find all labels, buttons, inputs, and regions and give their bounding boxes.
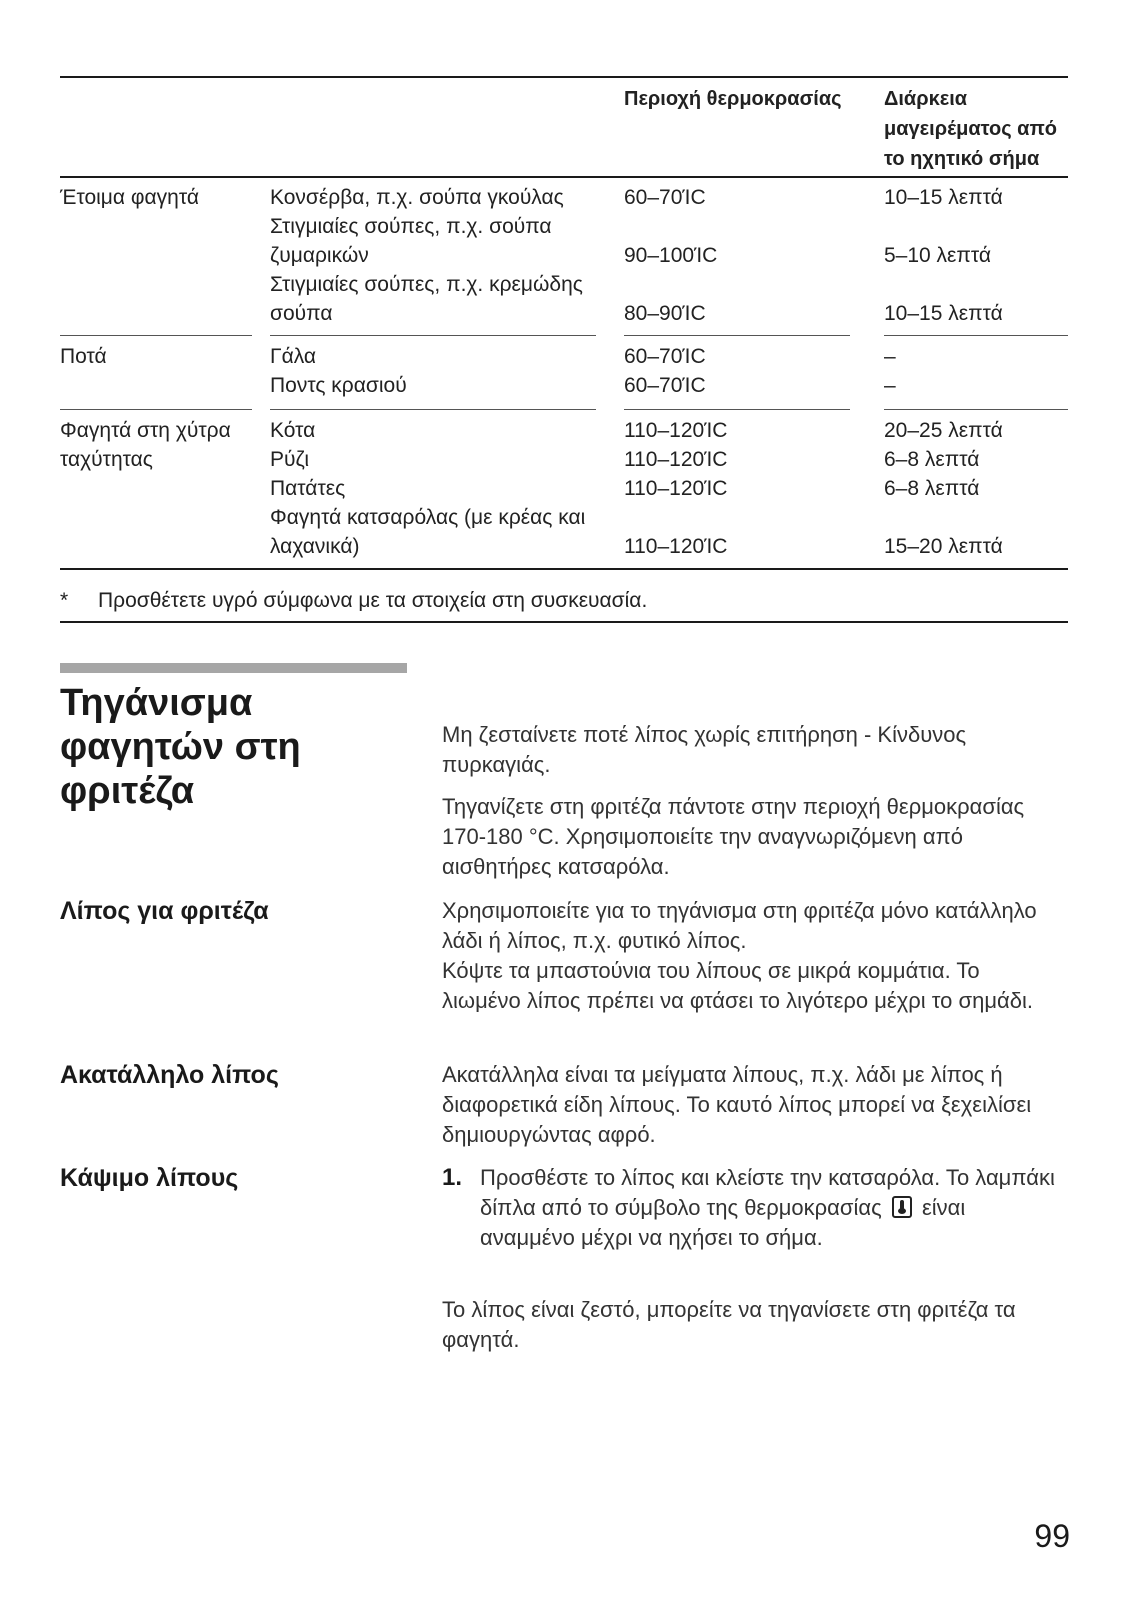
fat-text: Χρησιμοποιείτε για το τηγάνισμα στη φριτέζα μόνο κατάλληλο λάδι ή λίπος, π.χ. φυτικό λίπος. Κόψτε τα μπαστούνια του λίπους σε μικρά κομμάτια. Το λιωμένο λίπος πρέπει να φτάσει το λιγότερο μέχρι το σημάδι.: [442, 898, 1037, 1013]
step-number: 1.: [442, 1164, 463, 1191]
group-divider: [60, 335, 252, 336]
warning-text: Μη ζεσταίνετε ποτέ λίπος χωρίς επιτήρηση - Κίνδυνος πυρκαγιάς.: [442, 722, 967, 777]
time-cell: 6–8 λεπτά: [884, 477, 980, 500]
time-cell: 15–20 λεπτά: [884, 535, 1003, 558]
group-divider: [624, 335, 850, 336]
group-divider: [884, 409, 1068, 410]
group-divider: [624, 409, 850, 410]
table-row-cont: ζυμαρικών: [270, 244, 369, 267]
time-cell: 20–25 λεπτά: [884, 419, 1003, 442]
time-cell: 10–15 λεπτά: [884, 186, 1003, 209]
time-cell: –: [884, 374, 896, 397]
temp-cell: 110–120ΊC: [624, 419, 728, 442]
footnote-mark: *: [60, 589, 69, 612]
table-top-rule: [60, 76, 1068, 78]
category-pressure-cooker-cont: ταχύτητας: [60, 448, 153, 471]
group-divider: [270, 335, 596, 336]
time-cell: 6–8 λεπτά: [884, 448, 980, 471]
page-number: 99: [1034, 1518, 1070, 1554]
table-row: Γάλα: [270, 345, 317, 368]
header-cooking-duration: Διάρκεια μαγειρέματος από το ηχητικό σήμα: [884, 88, 1057, 170]
table-footnote: [60, 586, 647, 615]
temp-cell: 110–120ΊC: [624, 535, 728, 558]
unsuitable-fat-heading: Ακατάλληλο λίπος: [60, 1061, 279, 1089]
table-row: Ρύζι: [270, 448, 310, 471]
temp-cell: 80–90ΊC: [624, 302, 706, 325]
group-divider: [884, 335, 1068, 336]
result-text: Το λίπος είναι ζεστό, μπορείτε να τηγανίσετε στη φριτέζα τα φαγητά.: [442, 1297, 1016, 1352]
table-row-cont: σούπα: [270, 302, 333, 325]
group-divider: [60, 409, 252, 410]
thermometer-icon: [892, 1196, 912, 1218]
table-row: Ποντς κρασιού: [270, 374, 407, 397]
time-cell: –: [884, 345, 896, 368]
step-1: 1. Προσθέστε το λίπος και κλείστε την κατσαρόλα. Το λαμπάκι δίπλα από το σύμβολο της θερμοκρασίας είναι αναμμένο μέχρι να ηχήσει το σήμα.: [442, 1164, 1055, 1250]
time-cell: 10–15 λεπτά: [884, 302, 1003, 325]
intro-text: Τηγανίζετε στη φριτέζα πάντοτε στην περιοχή θερμοκρασίας 170-180 °C. Χρησιμοποιείτε την αναγνωριζόμενη από αισθητήρες κατσαρόλα.: [442, 794, 1025, 879]
category-pressure-cooker: Φαγητά στη χύτρα: [60, 419, 231, 442]
table-row: Πατάτες: [270, 477, 346, 500]
section-title: Τηγάνισμα φαγητών στη φριτέζα: [60, 682, 301, 812]
fat-heading: Λίπος για φριτέζα: [60, 897, 269, 925]
table-row: Στιγμιαίες σούπες, π.χ. κρεμώδης: [270, 273, 583, 296]
table-row: Κότα: [270, 419, 316, 442]
table-row: Στιγμιαίες σούπες, π.χ. σούπα: [270, 215, 552, 238]
footnote-text: Προσθέτετε υγρό σύμφωνα με τα στοιχεία στη συσκευασία.: [98, 589, 648, 612]
temp-cell: 60–70ΊC: [624, 374, 706, 397]
header-bottom-rule: [60, 176, 1068, 178]
time-cell: 5–10 λεπτά: [884, 244, 992, 267]
header-temperature-range: Περιοχή θερμοκρασίας: [624, 88, 842, 110]
temp-cell: 60–70ΊC: [624, 345, 706, 368]
unsuitable-fat-text: Ακατάλληλα είναι τα μείγματα λίπους, π.χ. λάδι με λίπος ή διαφορετικά είδη λίπους. Το καυτό λίπος μπορεί να ξεχειλίσει δημιουργώντας αφρό.: [442, 1062, 1032, 1147]
table-row: Φαγητά κατσαρόλας (με κρέας και: [270, 506, 586, 529]
category-drinks: Ποτά: [60, 345, 107, 368]
table-row: Κονσέρβα, π.χ. σούπα γκούλας: [270, 186, 564, 209]
temp-cell: 110–120ΊC: [624, 477, 728, 500]
temp-cell: 60–70ΊC: [624, 186, 706, 209]
table-row-cont: λαχανικά): [270, 535, 360, 558]
table-bottom-rule: [60, 568, 1068, 570]
section-marker-bar: [60, 663, 407, 673]
temp-cell: 110–120ΊC: [624, 448, 728, 471]
melting-fat-heading: Κάψιμο λίπους: [60, 1164, 239, 1192]
temp-cell: 90–100ΊC: [624, 244, 718, 267]
category-ready-meals: Έτοιμα φαγητά: [60, 186, 199, 209]
group-divider: [270, 409, 596, 410]
footnote-bottom-rule: [60, 621, 1068, 623]
